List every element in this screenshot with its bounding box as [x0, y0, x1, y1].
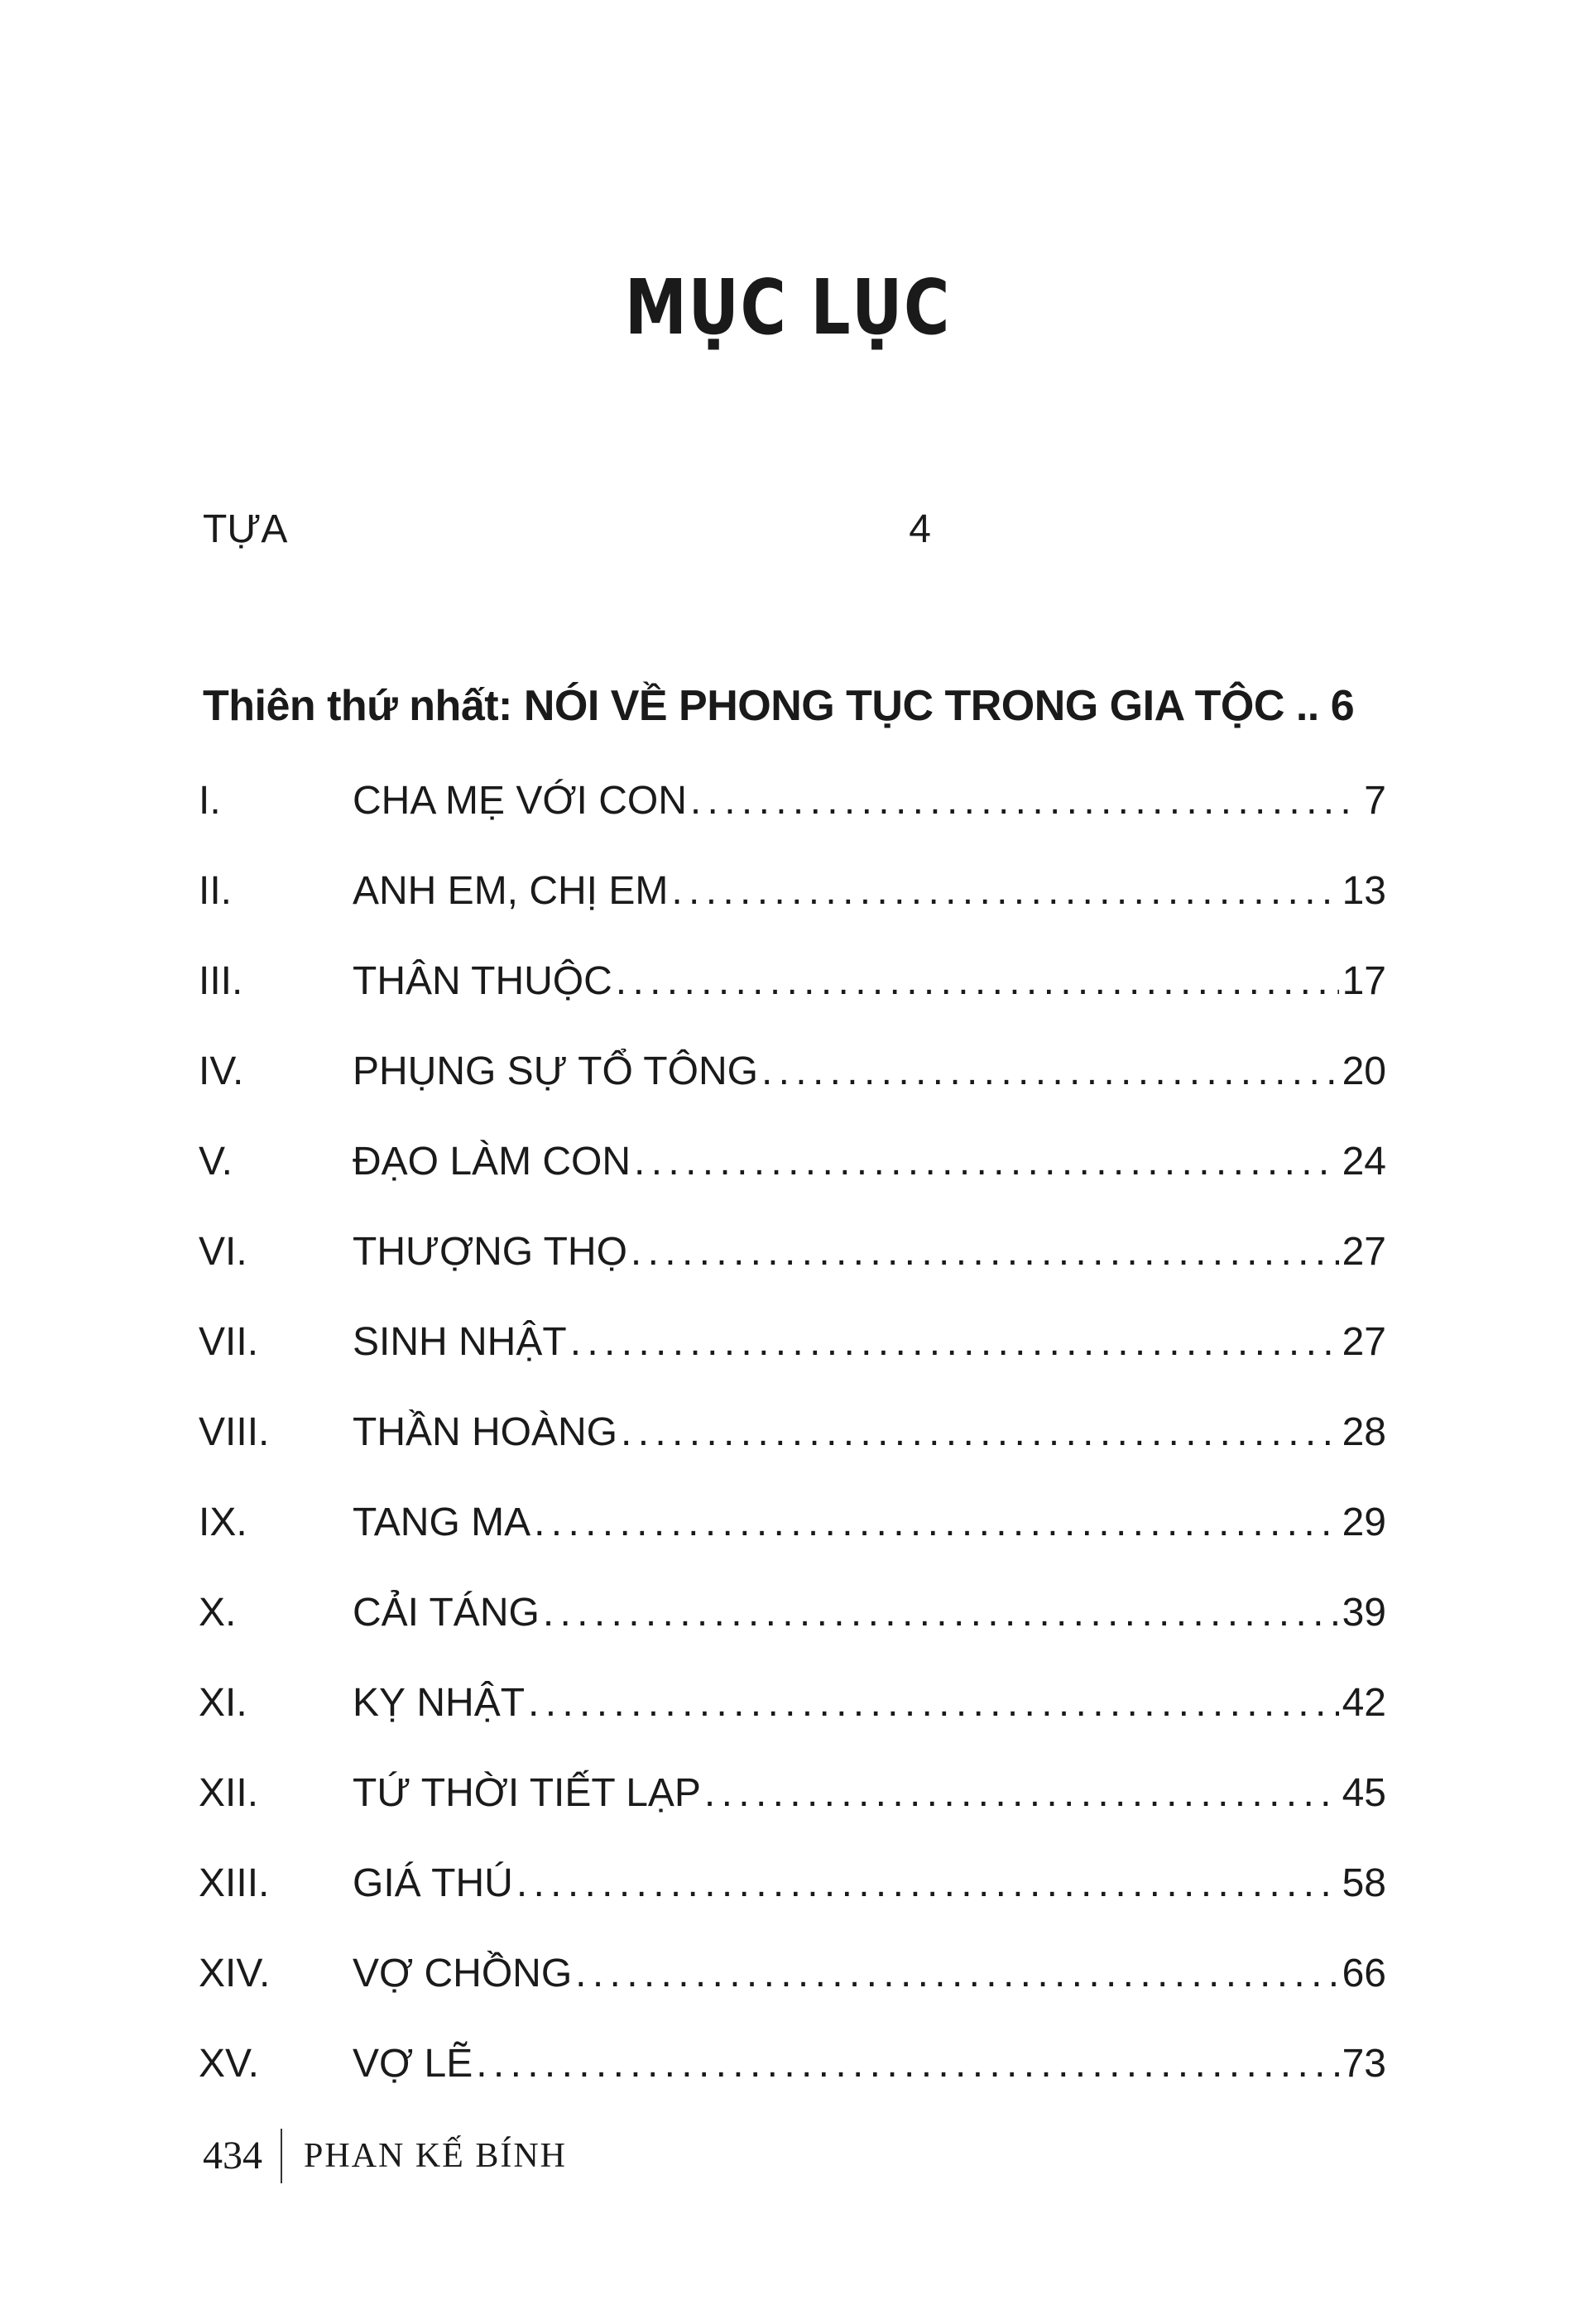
- entry-title: TANG MA: [353, 1501, 531, 1544]
- toc-entry: [199, 858, 1386, 948]
- entry-title: CẢI TÁNG: [353, 1591, 540, 1635]
- entry-page-number: 7: [1364, 779, 1386, 823]
- entry-number: XII.: [199, 1771, 259, 1815]
- entry-page-number: 29: [1342, 1501, 1386, 1544]
- dot-leader: [516, 1851, 1339, 1917]
- entry-title: ĐẠO LÀM CON: [353, 1140, 631, 1184]
- entry-page-number: 27: [1342, 1230, 1386, 1274]
- entry-page-number: 45: [1342, 1771, 1386, 1815]
- entry-page-number: 13: [1342, 869, 1386, 913]
- running-footer-author: PHAN KẾ BÍNH: [304, 2137, 567, 2175]
- toc-preface-row: [203, 505, 931, 555]
- toc-entry: [199, 1580, 1386, 1670]
- dot-leader: [616, 948, 1339, 1015]
- entry-page-number: 58: [1342, 1861, 1386, 1905]
- dot-leader: [575, 1941, 1338, 2007]
- entry-number: XI.: [199, 1681, 247, 1725]
- toc-entry: [199, 1129, 1386, 1219]
- toc-entry: [199, 1670, 1386, 1760]
- dot-leader: [690, 768, 1361, 834]
- entry-title: GIÁ THÚ: [353, 1861, 513, 1905]
- dot-leader: [528, 1670, 1339, 1736]
- toc-list: [199, 768, 1386, 2121]
- entry-page-number: 17: [1342, 959, 1386, 1003]
- entry-number: VI.: [199, 1230, 247, 1274]
- entry-number: VII.: [199, 1320, 259, 1364]
- entry-page-number: 24: [1342, 1140, 1386, 1184]
- dot-leader: [671, 858, 1338, 924]
- toc-entry: [199, 1760, 1386, 1851]
- page-title: MỤC LỤC: [624, 262, 952, 352]
- entry-title: THÂN THUỘC: [353, 959, 612, 1003]
- entry-number: VIII.: [199, 1410, 270, 1454]
- entry-number: V.: [199, 1140, 233, 1184]
- entry-title: TỨ THỜI TIẾT LẠP: [353, 1771, 701, 1815]
- toc-entry: [199, 1219, 1386, 1309]
- entry-title: ANH EM, CHỊ EM: [353, 869, 669, 913]
- entry-number: X.: [199, 1591, 237, 1635]
- entry-number: I.: [199, 779, 221, 823]
- dot-leader: [621, 1400, 1339, 1466]
- toc-entry: [199, 2031, 1386, 2121]
- dot-leader: [534, 1490, 1339, 1556]
- entry-page-number: 39: [1342, 1591, 1386, 1635]
- entry-number: XIII.: [199, 1861, 270, 1905]
- dot-leader: [543, 1580, 1339, 1646]
- entry-page-number: 73: [1342, 2042, 1386, 2086]
- toc-entry: [199, 1400, 1386, 1490]
- entry-title: PHỤNG SỰ TỔ TÔNG: [353, 1049, 758, 1093]
- preface-label: TỰA: [203, 507, 288, 551]
- dot-leader: [761, 1039, 1339, 1105]
- page-footer: [203, 2131, 567, 2181]
- dot-leader: [631, 1219, 1339, 1285]
- dot-leader: [634, 1129, 1339, 1195]
- entry-title: VỢ CHỒNG: [353, 1952, 573, 1995]
- toc-entry: [199, 948, 1386, 1039]
- toc-entry: [199, 1941, 1386, 2031]
- entry-page-number: 66: [1342, 1952, 1386, 1995]
- dot-leader: [570, 1309, 1339, 1376]
- entry-number: III.: [199, 959, 243, 1003]
- entry-title: THẦN HOÀNG: [353, 1410, 618, 1454]
- dot-leader: [704, 1760, 1339, 1827]
- preface-page-number: 4: [909, 507, 931, 551]
- entry-page-number: 27: [1342, 1320, 1386, 1364]
- entry-number: XIV.: [199, 1952, 271, 1995]
- entry-title: VỢ LẼ: [353, 2042, 473, 2086]
- part-heading: Thiên thứ nhất: NÓI VỀ PHONG TỤC TRONG GIA TỘC .. 6: [203, 682, 1355, 730]
- entry-page-number: 20: [1342, 1049, 1386, 1093]
- entry-number: IX.: [199, 1501, 247, 1544]
- dot-leader: [476, 2031, 1338, 2097]
- entry-number: XV.: [199, 2042, 259, 2086]
- entry-title: SINH NHẬT: [353, 1320, 567, 1364]
- toc-entry: [199, 1309, 1386, 1400]
- toc-entry: [199, 1039, 1386, 1129]
- entry-number: IV.: [199, 1049, 244, 1093]
- toc-entry: [199, 768, 1386, 858]
- toc-entry: [199, 1490, 1386, 1580]
- entry-page-number: 28: [1342, 1410, 1386, 1454]
- entry-title: THƯỢNG THỌ: [353, 1230, 627, 1274]
- folio-number: 434: [203, 2134, 262, 2178]
- toc-entry: [199, 1851, 1386, 1941]
- entry-title: CHA MẸ VỚI CON: [353, 779, 687, 823]
- entry-title: KỴ NHẬT: [353, 1681, 526, 1725]
- entry-page-number: 42: [1342, 1681, 1386, 1725]
- entry-number: II.: [199, 869, 233, 913]
